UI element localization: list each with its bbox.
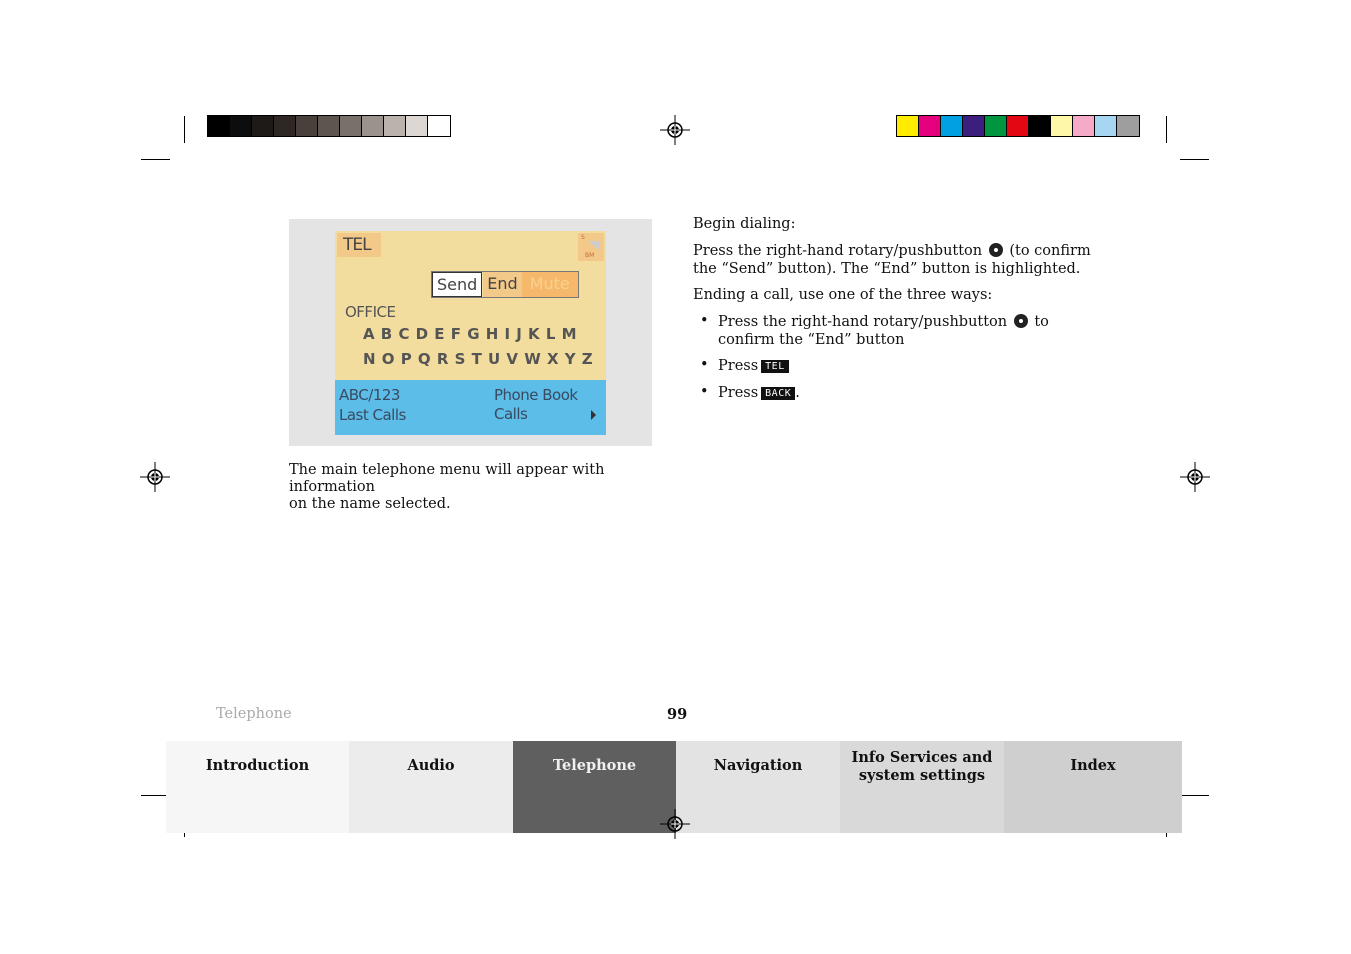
rotary-pushbutton-icon	[1014, 314, 1028, 328]
color-swatch	[318, 116, 340, 136]
arrow-right-icon	[591, 410, 596, 420]
color-swatch	[384, 116, 406, 136]
menu-item-calls: Calls	[494, 405, 528, 423]
color-swatch	[985, 116, 1007, 136]
crop-mark	[1166, 116, 1167, 143]
color-swatch	[1029, 116, 1051, 136]
tab-label: Audio	[407, 757, 455, 774]
instruction-text: to	[1034, 314, 1049, 330]
crop-mark	[1180, 159, 1209, 160]
bullet-item	[718, 384, 1098, 402]
bullet-item	[718, 357, 1098, 375]
tab-label: Telephone	[552, 757, 637, 774]
signal-bars	[588, 241, 600, 251]
tab-info-services[interactable]	[840, 741, 1004, 833]
alphabet-row: ABCDEFGHIJKLM	[363, 325, 583, 343]
color-swatch	[963, 116, 985, 136]
color-swatch	[1007, 116, 1029, 136]
page-number: 99	[667, 706, 688, 723]
call-button-row	[431, 271, 579, 298]
instruction-text: the “Send” button). The “End” button is highlighted.	[693, 261, 1081, 277]
tab-label-line: system settings	[858, 767, 986, 784]
bullet-item	[718, 313, 1098, 349]
tab-label: Navigation	[713, 757, 803, 774]
tab-telephone[interactable]	[513, 741, 676, 833]
tab-label	[840, 741, 1004, 785]
tab-navigation[interactable]	[676, 741, 840, 833]
bullet-icon: •	[700, 384, 709, 400]
instruction-text: Press	[718, 358, 759, 374]
figure-caption	[289, 462, 669, 513]
tab-introduction[interactable]	[166, 741, 349, 833]
instruction-text: Press the right-hand rotary/pushbutton	[718, 314, 1008, 330]
color-swatch	[428, 116, 450, 136]
send-button: Send	[432, 272, 482, 297]
menu-item-abc123: ABC/123	[339, 386, 400, 404]
color-swatch	[340, 116, 362, 136]
end-button: End	[483, 272, 521, 297]
tel-tab: TEL	[337, 233, 381, 257]
color-swatch	[274, 116, 296, 136]
bullet-icon: •	[700, 313, 709, 329]
crop-mark	[1180, 795, 1209, 796]
color-swatch	[406, 116, 428, 136]
instruction-text: Press	[718, 385, 759, 401]
footer-section-name: Telephone	[216, 706, 292, 722]
tab-label: Index	[1070, 757, 1116, 774]
color-swatch	[252, 116, 274, 136]
menu-item-phone-book: Phone Book	[494, 386, 578, 404]
registration-mark-icon	[660, 115, 690, 145]
back-key-icon: BACK	[761, 387, 795, 400]
instruction-text: (to confirm	[1009, 243, 1091, 259]
tab-index[interactable]	[1004, 741, 1182, 833]
signal-strength-icon	[578, 233, 604, 261]
ending-call-heading: Ending a call, use one of the three ways:	[693, 287, 993, 303]
mute-button: Mute	[522, 272, 578, 297]
registration-mark-icon	[660, 809, 690, 839]
color-swatch	[919, 116, 941, 136]
crop-mark	[141, 159, 170, 160]
registration-mark-icon	[1180, 462, 1210, 492]
caption-line: The main telephone menu will appear with information	[289, 462, 605, 495]
tab-label-line: Info Services and	[851, 749, 993, 766]
tab-audio[interactable]	[349, 741, 513, 833]
color-swatch	[1117, 116, 1139, 136]
entry-name: OFFICE	[345, 303, 396, 321]
begin-dialing-heading: Begin dialing:	[693, 216, 796, 232]
color-swatch	[230, 116, 252, 136]
color-swatch	[897, 116, 919, 136]
instruction-text: confirm the “End” button	[718, 332, 905, 348]
color-swatch	[941, 116, 963, 136]
screen-figure	[289, 219, 652, 446]
color-swatch	[1051, 116, 1073, 136]
instruction-text: .	[795, 385, 800, 401]
bullet-icon: •	[700, 357, 709, 373]
registration-mark-icon	[140, 462, 170, 492]
instruction-paragraph	[693, 242, 1093, 278]
color-swatch	[362, 116, 384, 136]
color-swatch	[296, 116, 318, 136]
color-swatch	[208, 116, 230, 136]
signal-label: S	[581, 234, 585, 241]
grayscale-bar	[207, 115, 451, 137]
tel-key-icon: TEL	[761, 360, 789, 373]
menu-bar	[335, 380, 606, 435]
instruction-text: Press the right-hand rotary/pushbutton	[693, 243, 983, 259]
caption-line: on the name selected.	[289, 496, 451, 512]
rotary-pushbutton-icon	[989, 243, 1003, 257]
alphabet-row: NOPQRSTUVWXYZ	[363, 350, 599, 368]
battery-label: BM	[585, 252, 595, 259]
color-swatch	[1095, 116, 1117, 136]
crop-mark	[184, 116, 185, 143]
menu-item-last-calls: Last Calls	[339, 406, 406, 424]
telephone-display	[335, 231, 606, 435]
tab-label: Introduction	[205, 757, 310, 774]
color-swatch	[1073, 116, 1095, 136]
color-bar	[896, 115, 1140, 137]
